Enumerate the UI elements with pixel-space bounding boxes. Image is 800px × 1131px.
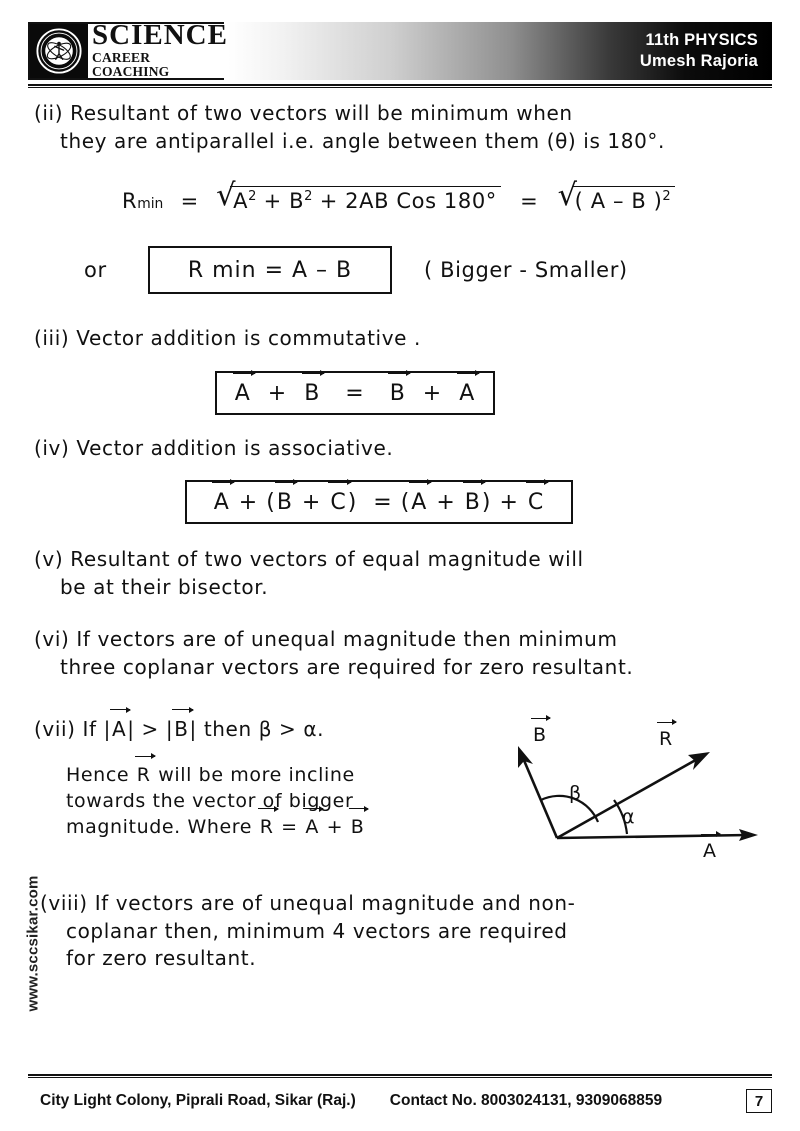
rmin-radical-2 bbox=[557, 177, 675, 213]
item-viii-line2: coplanar then, minimum 4 vectors are required bbox=[66, 918, 568, 943]
page-header bbox=[28, 18, 772, 80]
item-viii-line3: for zero resultant. bbox=[66, 946, 257, 971]
item-vii-line2-post: will be more incline bbox=[151, 764, 355, 786]
item-v-text1: Resultant of two vectors of equal magnitude will bbox=[70, 547, 584, 571]
logo-text-block bbox=[88, 18, 232, 80]
boxed-equation-associative bbox=[185, 480, 573, 524]
commutative-equation: A + B = B + A bbox=[234, 380, 476, 406]
item-ii-text1: Resultant of two vectors will be minimum when bbox=[70, 101, 573, 125]
note-item-ii bbox=[34, 100, 665, 155]
item-vii-line4-vector-a: A bbox=[304, 814, 320, 840]
item-iv-text: Vector addition is associative. bbox=[76, 436, 394, 460]
item-viii-line1 bbox=[40, 890, 575, 918]
item-vii-line4-vector-b: B bbox=[350, 814, 366, 840]
angle-beta-label: β bbox=[569, 782, 582, 804]
item-vi-text1: If vectors are of unequal magnitude then minimum bbox=[76, 627, 618, 651]
rmin-radicand-2: ( A – B )$^2$ bbox=[572, 186, 675, 213]
associative-equation: A + (B + C) = (A + B) + C bbox=[213, 489, 545, 515]
logo-title: SCIENCE bbox=[92, 18, 228, 51]
item-v-marker: (v) bbox=[34, 547, 64, 571]
item-vi-line2: three coplanar vectors are required for zero resultant. bbox=[60, 654, 634, 679]
atom-runner-emblem-icon bbox=[36, 28, 82, 74]
vector-diagram bbox=[496, 712, 776, 862]
footer-address: City Light Colony, Piprali Road, Sikar (Raj.) bbox=[40, 1092, 356, 1109]
item-vii-line3: towards the vector of bigger bbox=[66, 790, 354, 813]
item-ii-marker: (ii) bbox=[34, 101, 64, 125]
vector-b-line bbox=[523, 758, 557, 838]
boxed-rmin-or-label: or bbox=[84, 258, 107, 282]
formula-rmin bbox=[122, 177, 675, 213]
note-item-viii bbox=[40, 890, 575, 973]
header-author: Umesh Rajoria bbox=[639, 52, 758, 70]
boxed-equation-rmin bbox=[148, 246, 392, 294]
rmin-equals-1: = bbox=[180, 189, 199, 213]
rmin-radical-1 bbox=[216, 177, 501, 213]
item-iii-marker: (iii) bbox=[34, 326, 70, 350]
logo-box bbox=[28, 18, 228, 80]
item-vii-post: | then β > α. bbox=[189, 717, 325, 741]
radical-sign-2-icon: √ bbox=[557, 177, 578, 213]
note-item-iv bbox=[34, 436, 393, 460]
rmin-radicand-1: $A^2 + B^2 + 2AB$ Cos 180° bbox=[230, 186, 501, 213]
item-vii-vector-r: R bbox=[136, 762, 152, 788]
logo-emblem-container bbox=[30, 24, 88, 78]
rmin-equals-2: = bbox=[520, 189, 539, 213]
item-vii-marker: (vii) bbox=[34, 717, 76, 741]
item-iii-text: Vector addition is commutative . bbox=[76, 326, 421, 350]
vector-a-label: A bbox=[703, 840, 716, 862]
item-vii-line2 bbox=[66, 762, 365, 788]
boxed-equation-commutative bbox=[215, 371, 495, 415]
item-vi-marker: (vi) bbox=[34, 627, 70, 651]
item-vii-line2-pre: Hence bbox=[66, 764, 136, 786]
rmin-lhs: Rmin bbox=[122, 189, 164, 213]
item-vii-line4 bbox=[66, 814, 365, 840]
footer-divider bbox=[28, 1074, 772, 1078]
website-vertical-text: www.sccsikar.com bbox=[24, 875, 42, 1012]
item-ii-line1 bbox=[34, 100, 665, 128]
item-vii-line4-eq: = bbox=[274, 816, 305, 839]
boxed-rmin-note: ( Bigger - Smaller) bbox=[424, 258, 628, 282]
header-class-subject: 11th PHYSICS bbox=[645, 30, 758, 49]
item-vii-pre: If | bbox=[82, 717, 111, 741]
item-v-line1 bbox=[34, 546, 584, 574]
note-item-vi bbox=[34, 626, 633, 681]
header-gradient-bar bbox=[228, 22, 772, 80]
angle-alpha-label: α bbox=[622, 806, 635, 828]
header-divider bbox=[28, 84, 772, 88]
item-vii-line1 bbox=[34, 716, 324, 744]
item-v-line2: be at their bisector. bbox=[60, 574, 269, 599]
boxed-rmin-equation: R min = A – B bbox=[187, 257, 353, 283]
note-item-v bbox=[34, 546, 584, 601]
item-ii-line2: they are antiparallel i.e. angle between them (θ) is 180°. bbox=[60, 128, 665, 153]
vector-r-label: R bbox=[659, 728, 673, 750]
vector-b-label: B bbox=[533, 724, 547, 746]
item-vii-line4-pre: magnitude. Where bbox=[66, 816, 259, 839]
item-iv-marker: (iv) bbox=[34, 436, 70, 460]
item-vii-vector-b: B bbox=[173, 716, 189, 744]
radical-sign-icon: √ bbox=[216, 177, 237, 213]
note-item-iii bbox=[34, 326, 421, 350]
page-footer bbox=[40, 1088, 772, 1114]
item-viii-text1: If vectors are of unequal magnitude and non- bbox=[94, 891, 576, 915]
note-item-vii bbox=[34, 716, 324, 744]
logo-subtitle: CAREER COACHING bbox=[92, 49, 170, 80]
footer-contact: Contact No. 8003024131, 9309068859 bbox=[389, 1092, 663, 1109]
item-vii-vector-a: A bbox=[111, 716, 127, 744]
item-vii-line4-vector-r: R bbox=[259, 814, 275, 840]
item-vii-line4-plus: + bbox=[319, 816, 350, 839]
item-vii-mid: | > | bbox=[127, 717, 174, 741]
note-item-vii-body bbox=[66, 762, 365, 841]
item-viii-marker: (viii) bbox=[40, 891, 88, 915]
item-vi-line1 bbox=[34, 626, 633, 654]
page-number-box: 7 bbox=[746, 1089, 772, 1113]
